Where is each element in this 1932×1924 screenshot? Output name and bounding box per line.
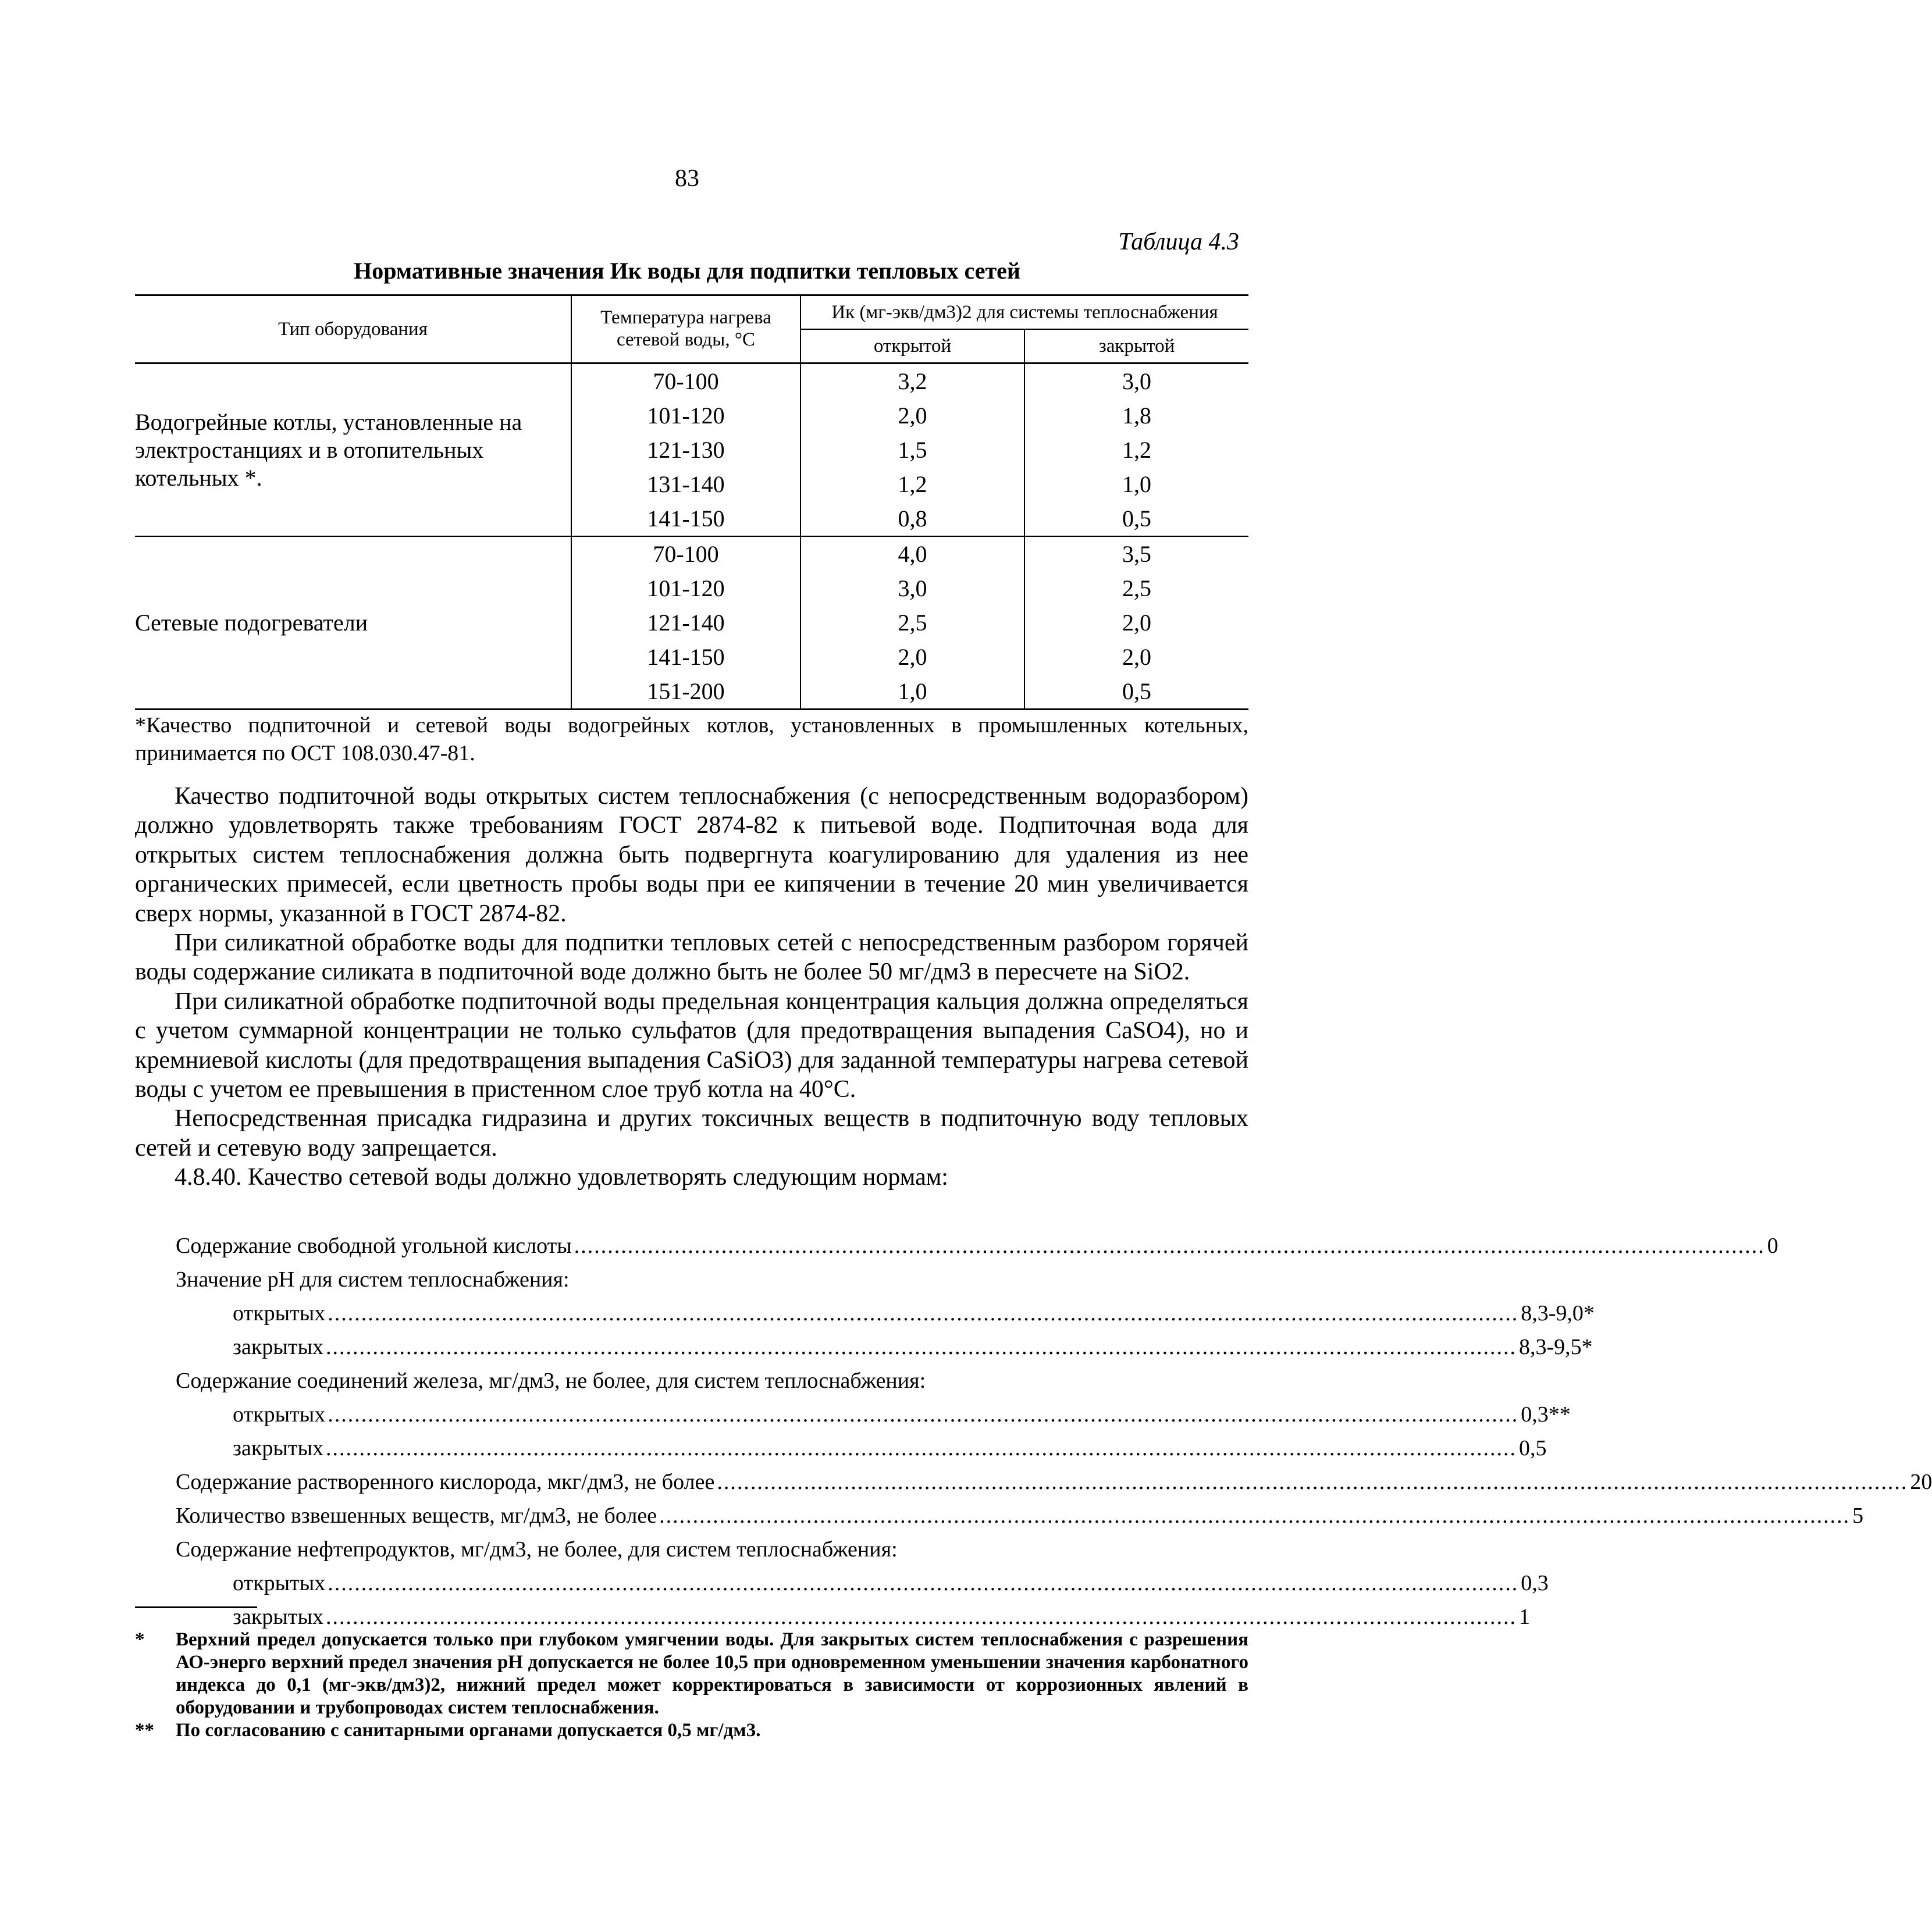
norm-row [176,1570,1549,1604]
dot-leader: .................................................................................................................................................................................. [326,1335,1517,1359]
norms-table [135,294,1248,710]
dot-leader: .................................................................................................................................................................................. [574,1234,1765,1258]
norm-value: 0,3** [1521,1402,1571,1427]
paragraph: Качество подпиточной воды открытых систем теплоснабжения (с непосредственным водоразбором) должно удовлетворять также требованиям ГОСТ 2874-82 к питьевой воде. Подпиточная вода для открытых систем теплоснабжения должна быть подвергнута коагулированию для удаления из нее органических примесей, если цветность пробы воды при ее кипячении в течение 20 мин увеличивается сверх нормы, указанной в ГОСТ 2874-82. [135,783,1248,927]
closed-cell: 0,5 [1024,674,1248,710]
norm-label: Содержание нефтепродуктов, мг/дм3, не более, для систем теплоснабжения: [176,1537,898,1562]
norm-row [176,1301,1595,1334]
temp-cell: 70-100 [571,364,800,399]
temp-cell: 121-140 [571,605,800,640]
norm-label: Содержание растворенного кислорода, мкг/дм3, не более [176,1470,715,1494]
norm-label: открытых [233,1301,326,1326]
open-cell: 3,0 [800,571,1024,605]
temp-cell: 70-100 [571,536,800,571]
norm-value: 20 [1910,1470,1932,1494]
dot-leader: .................................................................................................................................................................................. [659,1503,1851,1528]
closed-cell: 2,0 [1122,609,1151,636]
closed-cell: 1,0 [1122,471,1151,497]
footnotes [135,1629,1248,1742]
page-number: 83 [675,165,699,192]
equipment-cell: Водогрейные котлы, установленные на электростанциях и в отопительных котельных *. [135,364,571,537]
norms-list [176,1233,1932,1638]
dot-leader: .................................................................................................................................................................................. [326,1605,1517,1629]
footnote-separator [135,1606,257,1608]
open-cell: 3,2 [800,364,1024,399]
norm-row [176,1368,1165,1402]
footnote-mark: ** [135,1719,154,1741]
norm-row [176,1537,1165,1570]
header-equipment: Тип оборудования [135,295,571,364]
paragraph: Непосредственная присадка гидразина и других токсичных веществ в подпиточную воду тепловых сетей и сетевую воду запрещается. [135,1105,1248,1161]
dot-leader: .................................................................................................................................................................................. [326,1436,1517,1460]
norm-label: Содержание свободной угольной кислоты [176,1234,572,1258]
norm-label: открытых [233,1571,326,1595]
norm-value: 0,5 [1519,1436,1547,1460]
table-row [135,536,1248,571]
norm-row [176,1435,1547,1469]
temp-cell: 151-200 [571,674,800,710]
table-label: Таблица 4.3 [1118,229,1239,255]
dot-leader: .................................................................................................................................................................................. [328,1301,1519,1326]
footnote [135,1629,1248,1719]
open-cell: 1,2 [800,467,1024,501]
equipment-cell: Сетевые подогреватели [135,536,571,710]
norm-row [176,1469,1932,1503]
norm-label: закрытых [233,1335,324,1359]
closed-cell: 1,8 [1122,402,1151,429]
table-row [135,364,1248,399]
closed-cell: 3,0 [1122,368,1151,394]
temp-cell: 141-150 [571,501,800,536]
temp-cell: 121-130 [571,433,800,467]
header-open: открытой [800,329,1024,364]
norm-row [176,1503,1864,1537]
footnote-text: Верхний предел допускается только при глубоком умягчении воды. Для закрытых систем теплоснабжения с разрешения АО-энерго верхний предел значения рН допускается не более 10,5 при одновременном уменьшении значения карбонатного индекса до 0,1 (мг-экв/дм3)2, нижний предел может корректироваться в зависимости от коррозионных явлений в оборудовании и трубопроводах систем теплоснабжения. [176,1629,1248,1718]
table-title: Нормативные значения Ик воды для подпитки тепловых сетей [354,258,1020,284]
footnote [135,1719,1248,1742]
norm-label: Значение рН для систем теплоснабжения: [176,1267,570,1292]
open-cell: 2,0 [800,640,1024,674]
table-footnote: *Качество подпиточной и сетевой воды водогрейных котлов, установленных в промышленных котельных, принимается по ОСТ 108.030.47-81. [135,713,1248,765]
temp-cell: 101-120 [571,571,800,605]
closed-cell: 0,5 [1024,501,1248,536]
dot-leader: .................................................................................................................................................................................. [717,1470,1908,1494]
footnote-mark: * [135,1629,145,1650]
norm-row [176,1334,1593,1368]
footnote-text: По согласованию с санитарными органами допускается 0,5 мг/дм3. [176,1719,761,1741]
norm-value: 5 [1852,1503,1864,1528]
paragraph: При силикатной обработке воды для подпитки тепловых сетей с непосредственным разбором горячей воды содержание силиката в подпиточной воде должно быть не более 50 мг/дм3 в пересчете на SiO2. [135,929,1248,986]
dot-leader: .................................................................................................................................................................................. [328,1571,1519,1595]
norm-label: закрытых [233,1436,324,1460]
temp-cell: 131-140 [571,467,800,501]
norm-value: 0 [1767,1234,1778,1258]
temp-cell: 101-120 [571,398,800,433]
norm-row [176,1402,1571,1435]
paragraph: При силикатной обработке подпиточной воды предельная концентрация кальция должна определяться с учетом суммарной концентрации не только сульфатов (для предотвращения выпадения CaSO4), но и кремниевой кислоты (для предотвращения выпадения CaSiO3) для заданной температуры нагрева сетевой воды с учетом ее превышения в пристенном слое труб котла на 40°С. [135,988,1248,1103]
norm-row [176,1233,1778,1267]
closed-cell: 3,5 [1122,540,1151,567]
norm-label: Количество взвешенных веществ, мг/дм3, не более [176,1503,657,1528]
norm-label: закрытых [233,1605,324,1629]
header-ik-group: Ик (мг-экв/дм3)2 для системы теплоснабжения [800,295,1248,330]
open-cell: 0,8 [800,501,1024,536]
header-closed: закрытой [1024,329,1248,364]
paragraph: 4.8.40. Качество сетевой воды должно удовлетворять следующим нормам: [175,1164,948,1191]
norm-value: 0,3 [1521,1571,1549,1595]
body-text [135,782,1248,1192]
closed-cell: 2,5 [1122,575,1151,601]
open-cell: 2,0 [800,398,1024,433]
dot-leader: .................................................................................................................................................................................. [328,1402,1519,1427]
norm-row [176,1267,1165,1301]
closed-cell: 1,2 [1122,436,1151,463]
open-cell: 1,0 [800,674,1024,710]
header-temperature: Температура нагрева сетевой воды, °С [571,295,800,364]
open-cell: 2,5 [800,605,1024,640]
closed-cell: 2,0 [1122,643,1151,670]
norm-value: 8,3-9,0* [1521,1301,1595,1326]
temp-cell: 141-150 [571,640,800,674]
open-cell: 1,5 [800,433,1024,467]
norm-value: 1 [1519,1605,1531,1629]
norm-label: Содержание соединений железа, мг/дм3, не более, для систем теплоснабжения: [176,1369,926,1393]
norm-label: открытых [233,1402,326,1427]
open-cell: 4,0 [800,536,1024,571]
norm-value: 8,3-9,5* [1519,1335,1593,1359]
